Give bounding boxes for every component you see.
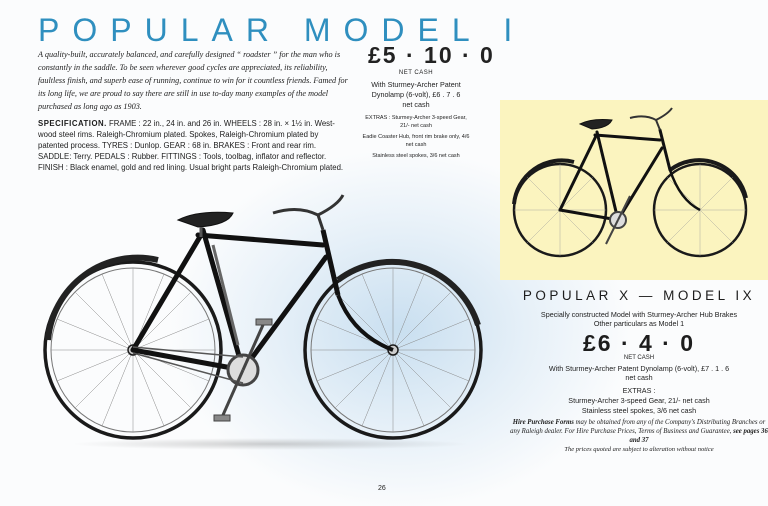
model9-desc-line1: Specially constructed Model with Sturmey-Archer Hub Brakes [540, 310, 738, 319]
model1-dynamo-line2: Dynolamp (6-volt), £6 . 7 . 6 [371, 90, 461, 99]
model1-extras [360, 114, 472, 163]
intro-paragraph: A quality-built, accurately balanced, and carefully designed “ roadster ” for the man who is constantly in the saddle. To be seen wherever good cycles are appreciated, its reliability, faultless finish, and superb ease of running, continue to win for it countless friends. Famed for its long life, we are proud to say there are still in use to-day many examples of the model purchased as long ago as 1903. [38, 50, 348, 111]
page-number: 26 [378, 485, 386, 492]
model1-price: £5 · 10 · 0 [368, 42, 495, 68]
model9-bicycle-illustration [500, 100, 768, 280]
model9-price: £6 · 4 · 0 [582, 330, 696, 356]
model1-dynamo-line1: With Sturmey-Archer Patent [371, 80, 461, 89]
model9-extra-spokes: Stainless steel spokes, 3/6 net cash [581, 406, 697, 415]
spec-text: FRAME : 22 in., 24 in. and 26 in. WHEELS : 28 in. × 1½ in. West-wood steel rims. Raleigh-Chromium plated. Spokes, Raleigh-Chromium plated by patented process. TYRES : Dunlop. GEAR : 68 in. BRAKES : Front and rear rim. SADDLE: Terry. PEDALS : Rubber. FITTINGS : Tools, toolbag, inflator and reflector. FINISH : Black enamel, gold and red lining. Usual bright parts Raleigh-Chromium plated. [38, 119, 344, 172]
page-title: POPULAR MODEL I [38, 12, 526, 48]
model9-title: POPULAR X — MODEL IX [522, 288, 756, 303]
model1-bicycle-illustration [38, 185, 488, 450]
spec-label: SPECIFICATION. [38, 119, 107, 128]
model9-dynamo-price [510, 364, 768, 382]
model1-extra-hub: Eadie Coaster Hub, front rim brake only, 4/6 net cash [362, 134, 470, 148]
hire-purchase-pages: see pages 36 and 37 [629, 428, 768, 444]
specification-paragraph [38, 118, 348, 173]
model1-net-cash: NET CASH [398, 70, 434, 76]
model9-dynamo-line1: With Sturmey-Archer Patent Dynolamp (6-volt), £7 . 1 . 6 [548, 364, 730, 373]
model9-extras-label: EXTRAS : [622, 386, 656, 395]
model9-description [510, 310, 768, 328]
model1-dynamo-line3: net cash [402, 100, 430, 109]
hire-purchase-text: may be obtained from any of the Company's Distributing Branches or any Raleigh dealer. For Hire Purchase Prices, Terms of Business and Guarantee, [510, 419, 766, 435]
model9-illustration-panel [500, 100, 768, 280]
model9-dynamo-line2: net cash [625, 373, 653, 382]
model1-extra-spokes: Stainless steel spokes, 3/6 net cash [372, 153, 460, 159]
model9-extra-gear: Sturmey-Archer 3-speed Gear, 21/- net cash [568, 396, 710, 405]
model9-desc-line2: Other particulars as Model 1 [593, 319, 685, 328]
model1-extra-gear: EXTRAS : Sturmey-Archer 3-speed Gear, 21/- net cash [365, 115, 467, 129]
hire-purchase-heading: Hire Purchase Forms [512, 419, 574, 426]
model9-extras [510, 386, 768, 416]
price-notice: The prices quoted are subject to alteration without notice [564, 446, 714, 453]
hire-purchase-note [510, 418, 768, 445]
model1-dynamo-price [360, 80, 472, 110]
model9-net-cash: NET CASH [623, 355, 655, 361]
